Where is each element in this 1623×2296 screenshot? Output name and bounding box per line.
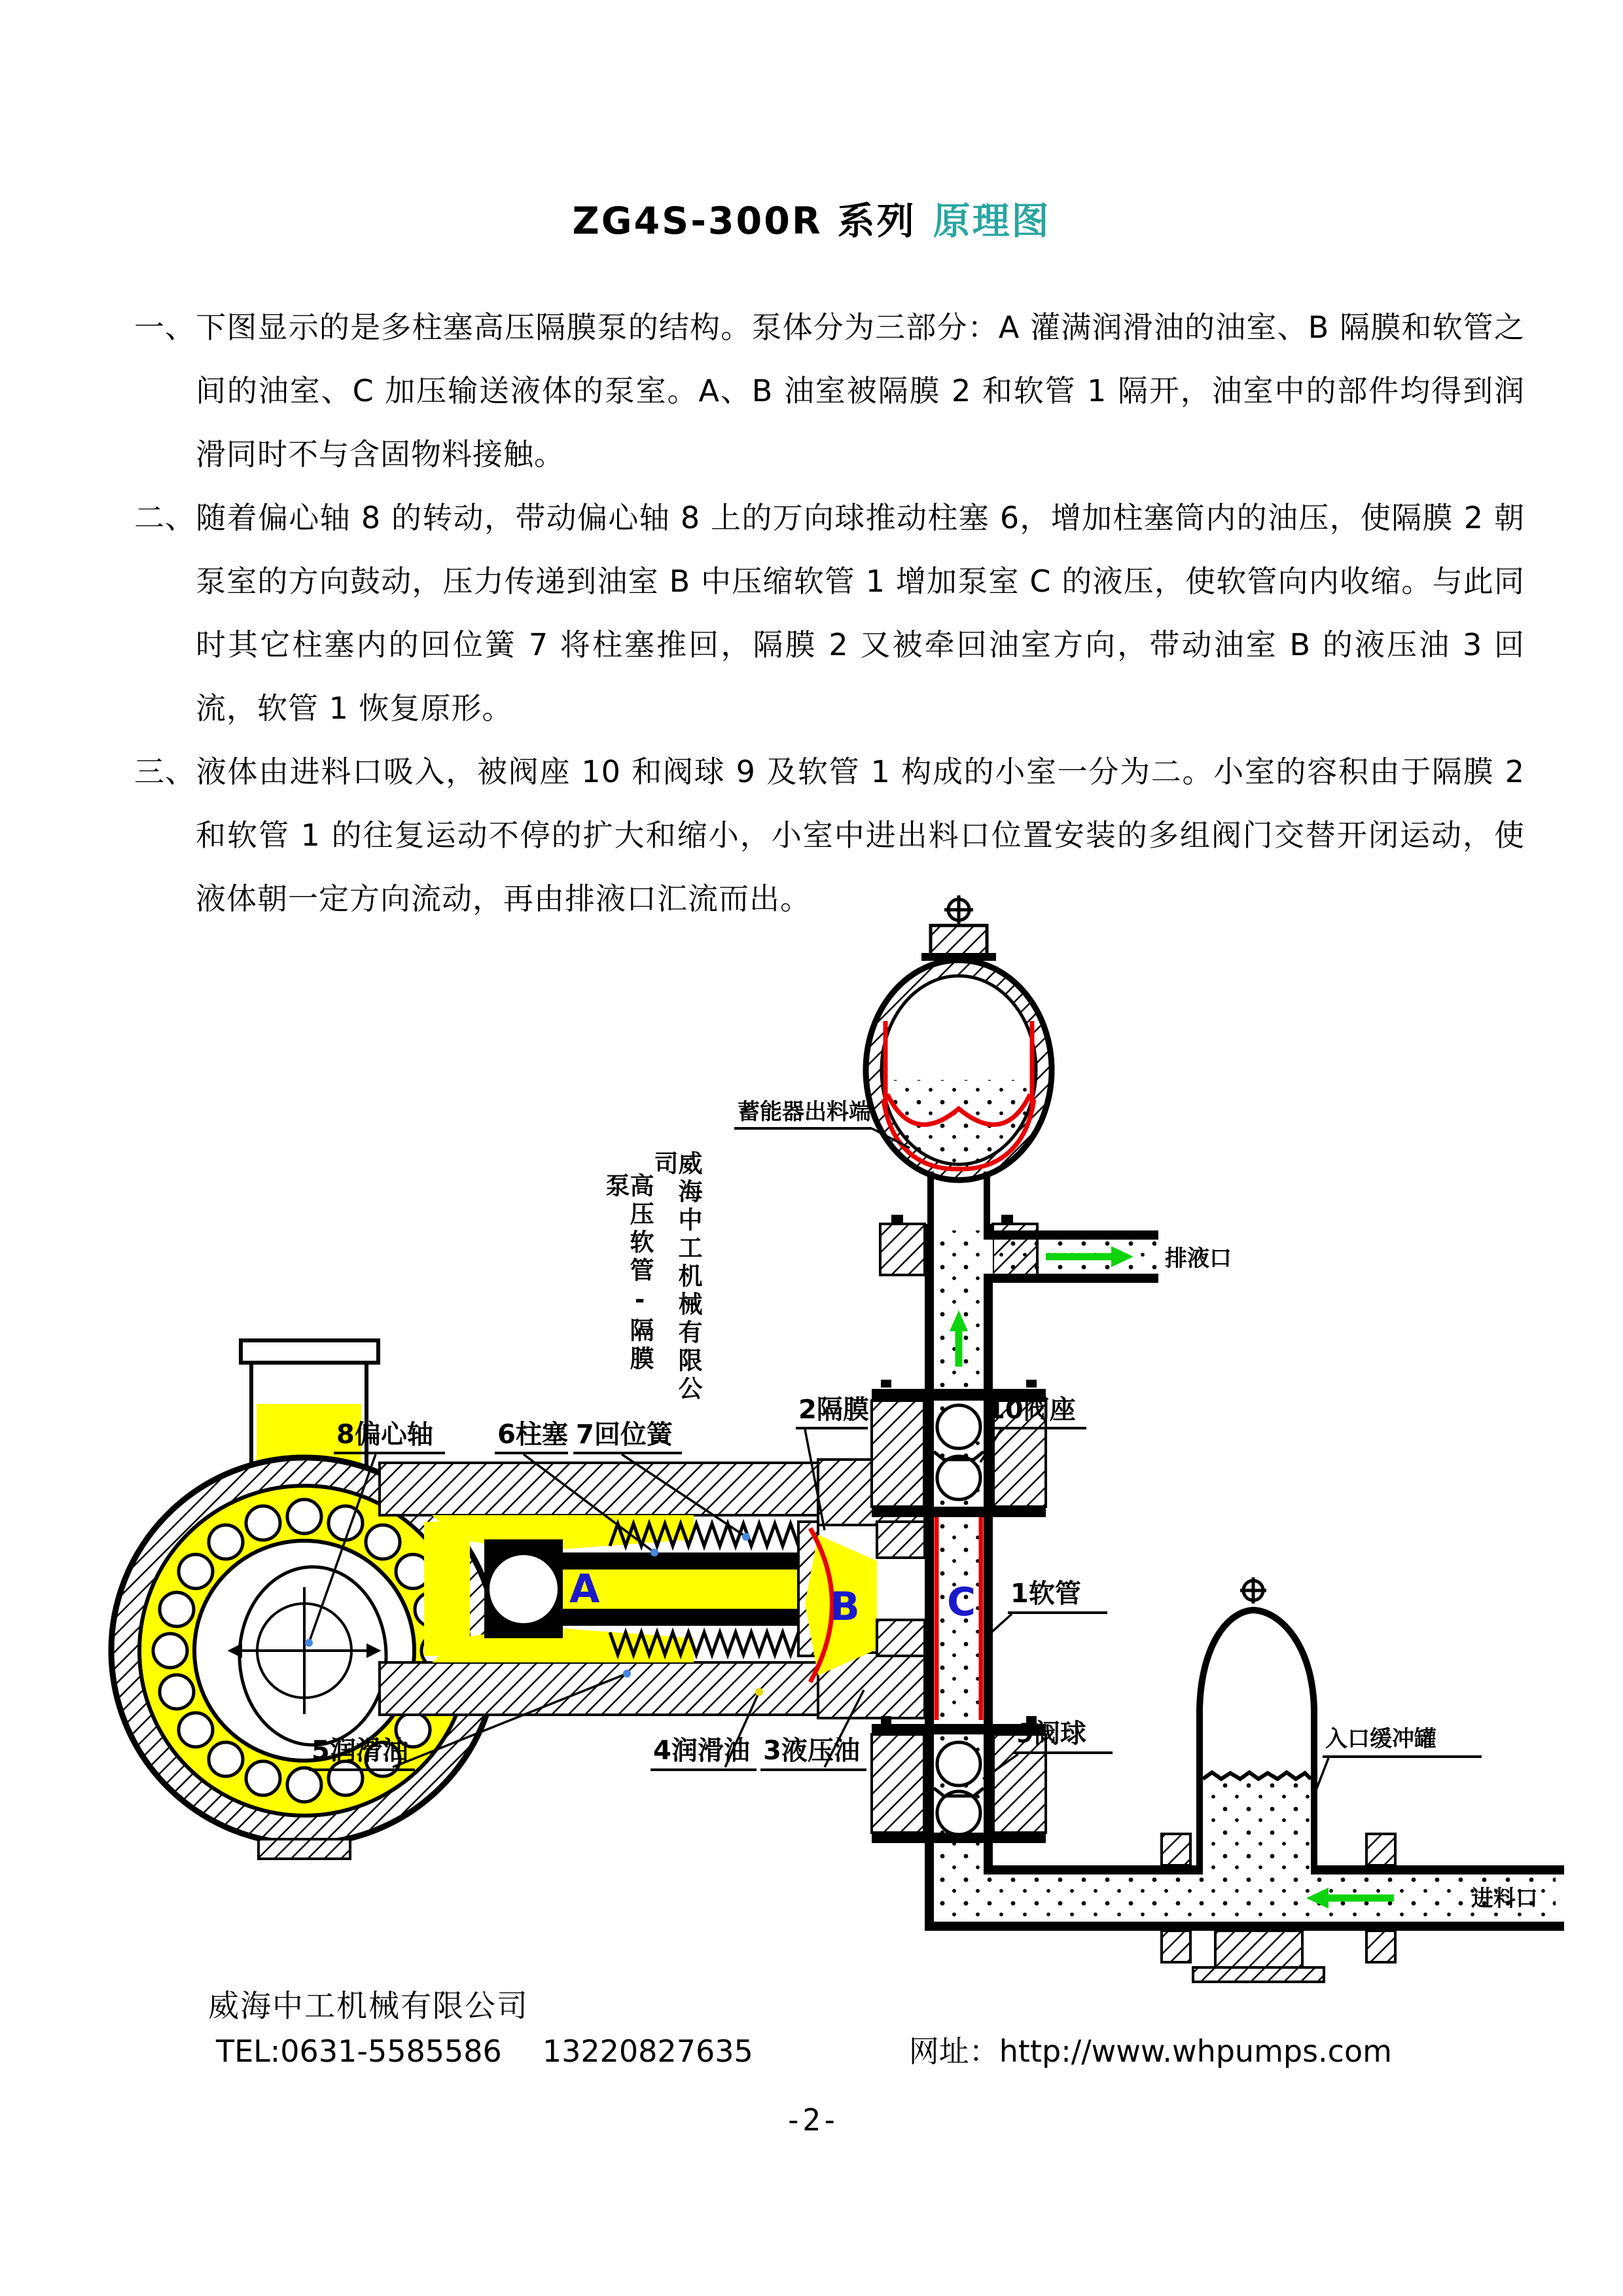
vertical-company-text: 威海中工机械有限公司 (650, 1151, 702, 1404)
liquid-level-line (1203, 1772, 1311, 1779)
label-part4: 4润滑油 (653, 1736, 750, 1766)
footer-tel: TEL:0631-5585586 (216, 2034, 502, 2069)
page-number: -2- (784, 2102, 839, 2138)
label-inlet-port: 进料口 (1471, 1886, 1538, 1912)
label-part7: 7回位簧 (576, 1420, 673, 1450)
label-part3: 3液压油 (763, 1736, 860, 1766)
tank-vent-screw-icon (1240, 1577, 1266, 1604)
pump-schematic (65, 884, 1571, 1996)
paragraph-2-text: 随着偏心轴 8 的转动，带动偏心轴 8 上的万向球推动柱塞 6，增加柱塞筒内的油压，使隔膜 2 朝泵室的方向鼓动，压力传递到油室 B 中压缩软管 1 增加泵室 C 的液压，使软管向内收缩。与此同时其它柱塞内的回位簧 7 将柱塞推回，隔膜 2 又被牵回油室方向，带动油室 B 的液压油 3 回流，软管 1 恢复原形。 (196, 500, 1525, 726)
label-accumulator: 蓄能器出料端 (738, 1099, 871, 1125)
chamber-b-letter: B (830, 1584, 860, 1630)
label-part2: 2隔膜 (798, 1395, 869, 1425)
label-part9: 9阀球 (1016, 1719, 1086, 1749)
footer-mobile: 13220827635 (542, 2034, 753, 2069)
label-part8: 8偏心轴 (336, 1420, 433, 1450)
vertical-product-text: 高压软管-隔膜泵 (601, 1173, 654, 1374)
paragraph-3-text: 液体由进料口吸入，被阀座 10 和阀球 9 及软管 1 构成的小室一分为二。小室的容积由于隔膜 2 和软管 1 的往复运动不停的扩大和缩小，小室中进出料口位置安装的多组阀门交替开闭运动，使液体朝一定方向流动，再由排液口汇流而出。 (196, 754, 1525, 916)
paragraph-3-marker: 三、 (134, 754, 196, 789)
footer-contact (216, 2028, 1392, 2071)
label-part5: 5润滑油 (312, 1736, 408, 1766)
page-title (0, 191, 1623, 245)
label-discharge-port: 排液口 (1165, 1246, 1232, 1272)
label-buffer-tank: 入口缓冲罐 (1325, 1726, 1436, 1752)
chamber-c-letter: C (947, 1579, 976, 1625)
crankcase-foot (259, 1839, 350, 1859)
paragraph-1-marker: 一、 (134, 310, 196, 345)
label-part1: 1软管 (1010, 1579, 1081, 1609)
paragraph-1 (134, 296, 1525, 486)
footer-website: 网址：http://www.whpumps.com (908, 2034, 1392, 2069)
paragraph-1-text: 下图显示的是多柱塞高压隔膜泵的结构。泵体分为三部分：A 灌满润滑油的油室、B 隔膜和软管之间的油室、C 加压输送液体的泵室。A、B 油室被隔膜 2 和软管 1 隔开，油室中的部件均得到润滑同时不与含固物料接触。 (196, 310, 1525, 472)
accumulator (866, 895, 1052, 1225)
paragraph-2-marker: 二、 (134, 500, 196, 535)
paragraph-2 (134, 486, 1525, 740)
chamber-a-letter: A (569, 1566, 600, 1612)
page-title-accent: 原理图 (933, 200, 1051, 243)
label-part10: 10阀座 (987, 1395, 1076, 1425)
discharge-pipe (984, 1230, 1232, 1283)
page-title-model: ZG4S-300R 系列 (572, 200, 916, 243)
footer-company: 威海中工机械有限公司 (208, 1988, 529, 2024)
label-part6: 6柱塞 (497, 1420, 568, 1450)
vent-screw-icon (944, 895, 973, 924)
description-paragraphs (134, 296, 1525, 931)
universal-ball (488, 1554, 559, 1624)
